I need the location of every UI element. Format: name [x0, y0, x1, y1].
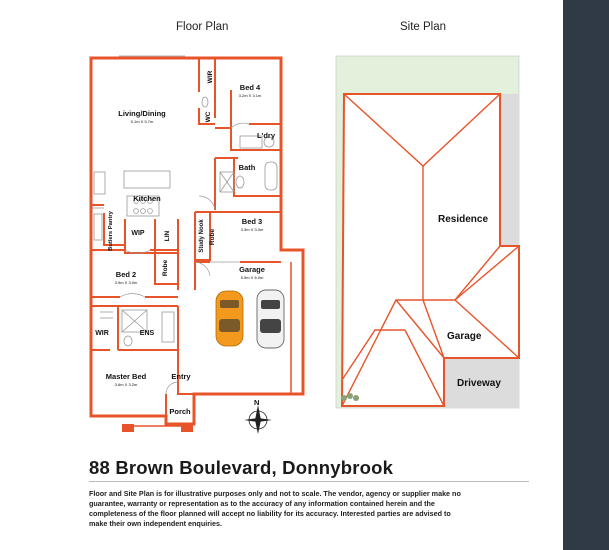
living-label: Living/Dining: [118, 109, 166, 118]
study-nook-label: Study Nook: [199, 219, 205, 253]
address-divider: [89, 481, 529, 482]
master-bed-label: Master Bed: [105, 372, 147, 381]
bed4-label: Bed 4: [239, 83, 261, 92]
wip-label: WIP: [131, 230, 145, 237]
bed3-label: Bed 3: [241, 217, 263, 226]
ldry-label: L'dry: [256, 131, 276, 140]
site-driveway-label: Driveway: [457, 378, 501, 389]
master-bed-size: 3.6m X 3.2m: [114, 382, 138, 387]
robe-bed2-label: Robe: [162, 259, 169, 277]
porch-label: Porch: [169, 407, 191, 416]
site-side-path: [500, 94, 519, 246]
wir-top-label: WIR: [207, 70, 214, 84]
bath-label: Bath: [238, 163, 256, 172]
robe-bed3-label: Robe: [209, 228, 216, 246]
ens-label: ENS: [139, 330, 155, 337]
bed3-size: 3.3m X 3.0m: [240, 227, 264, 232]
wc-label: WC: [205, 111, 212, 123]
floor-plan-title: Floor Plan: [176, 21, 229, 33]
site-plan-title: Site Plan: [400, 21, 447, 33]
property-address: 88 Brown Boulevard, Donnybrook: [89, 457, 394, 478]
living-size: 5.1m X 5.7m: [130, 119, 154, 124]
garage-size: 5.5m X 6.0m: [240, 275, 264, 280]
bed2-size: 3.9m X 3.0m: [114, 280, 138, 285]
entry-label: Entry: [171, 372, 191, 381]
site-garage-label: Garage: [447, 331, 482, 342]
butlers-pantry-label: Butlers Pantry: [108, 211, 114, 251]
compass-label: N: [254, 398, 260, 407]
site-residence-label: Residence: [438, 214, 489, 225]
lin-label: LIN: [164, 230, 171, 242]
wir-master-label: WIR: [95, 330, 109, 337]
kitchen-label: Kitchen: [133, 194, 161, 203]
bed4-size: 3.2m X 3.1m: [238, 93, 262, 98]
disclaimer-text: Floor and Site Plan is for illustrative purposes only and not to scale. The vendor, agency or supplier make no guarantee, warranty or representation as to the accuracy of any information contained herein and the completeness of the floor planned will accept no liability for its accuracy. Interested parties are advised to make their own independent enquiries.: [89, 489, 461, 528]
bed2-label: Bed 2: [115, 270, 137, 279]
garage-label: Garage: [239, 265, 265, 274]
